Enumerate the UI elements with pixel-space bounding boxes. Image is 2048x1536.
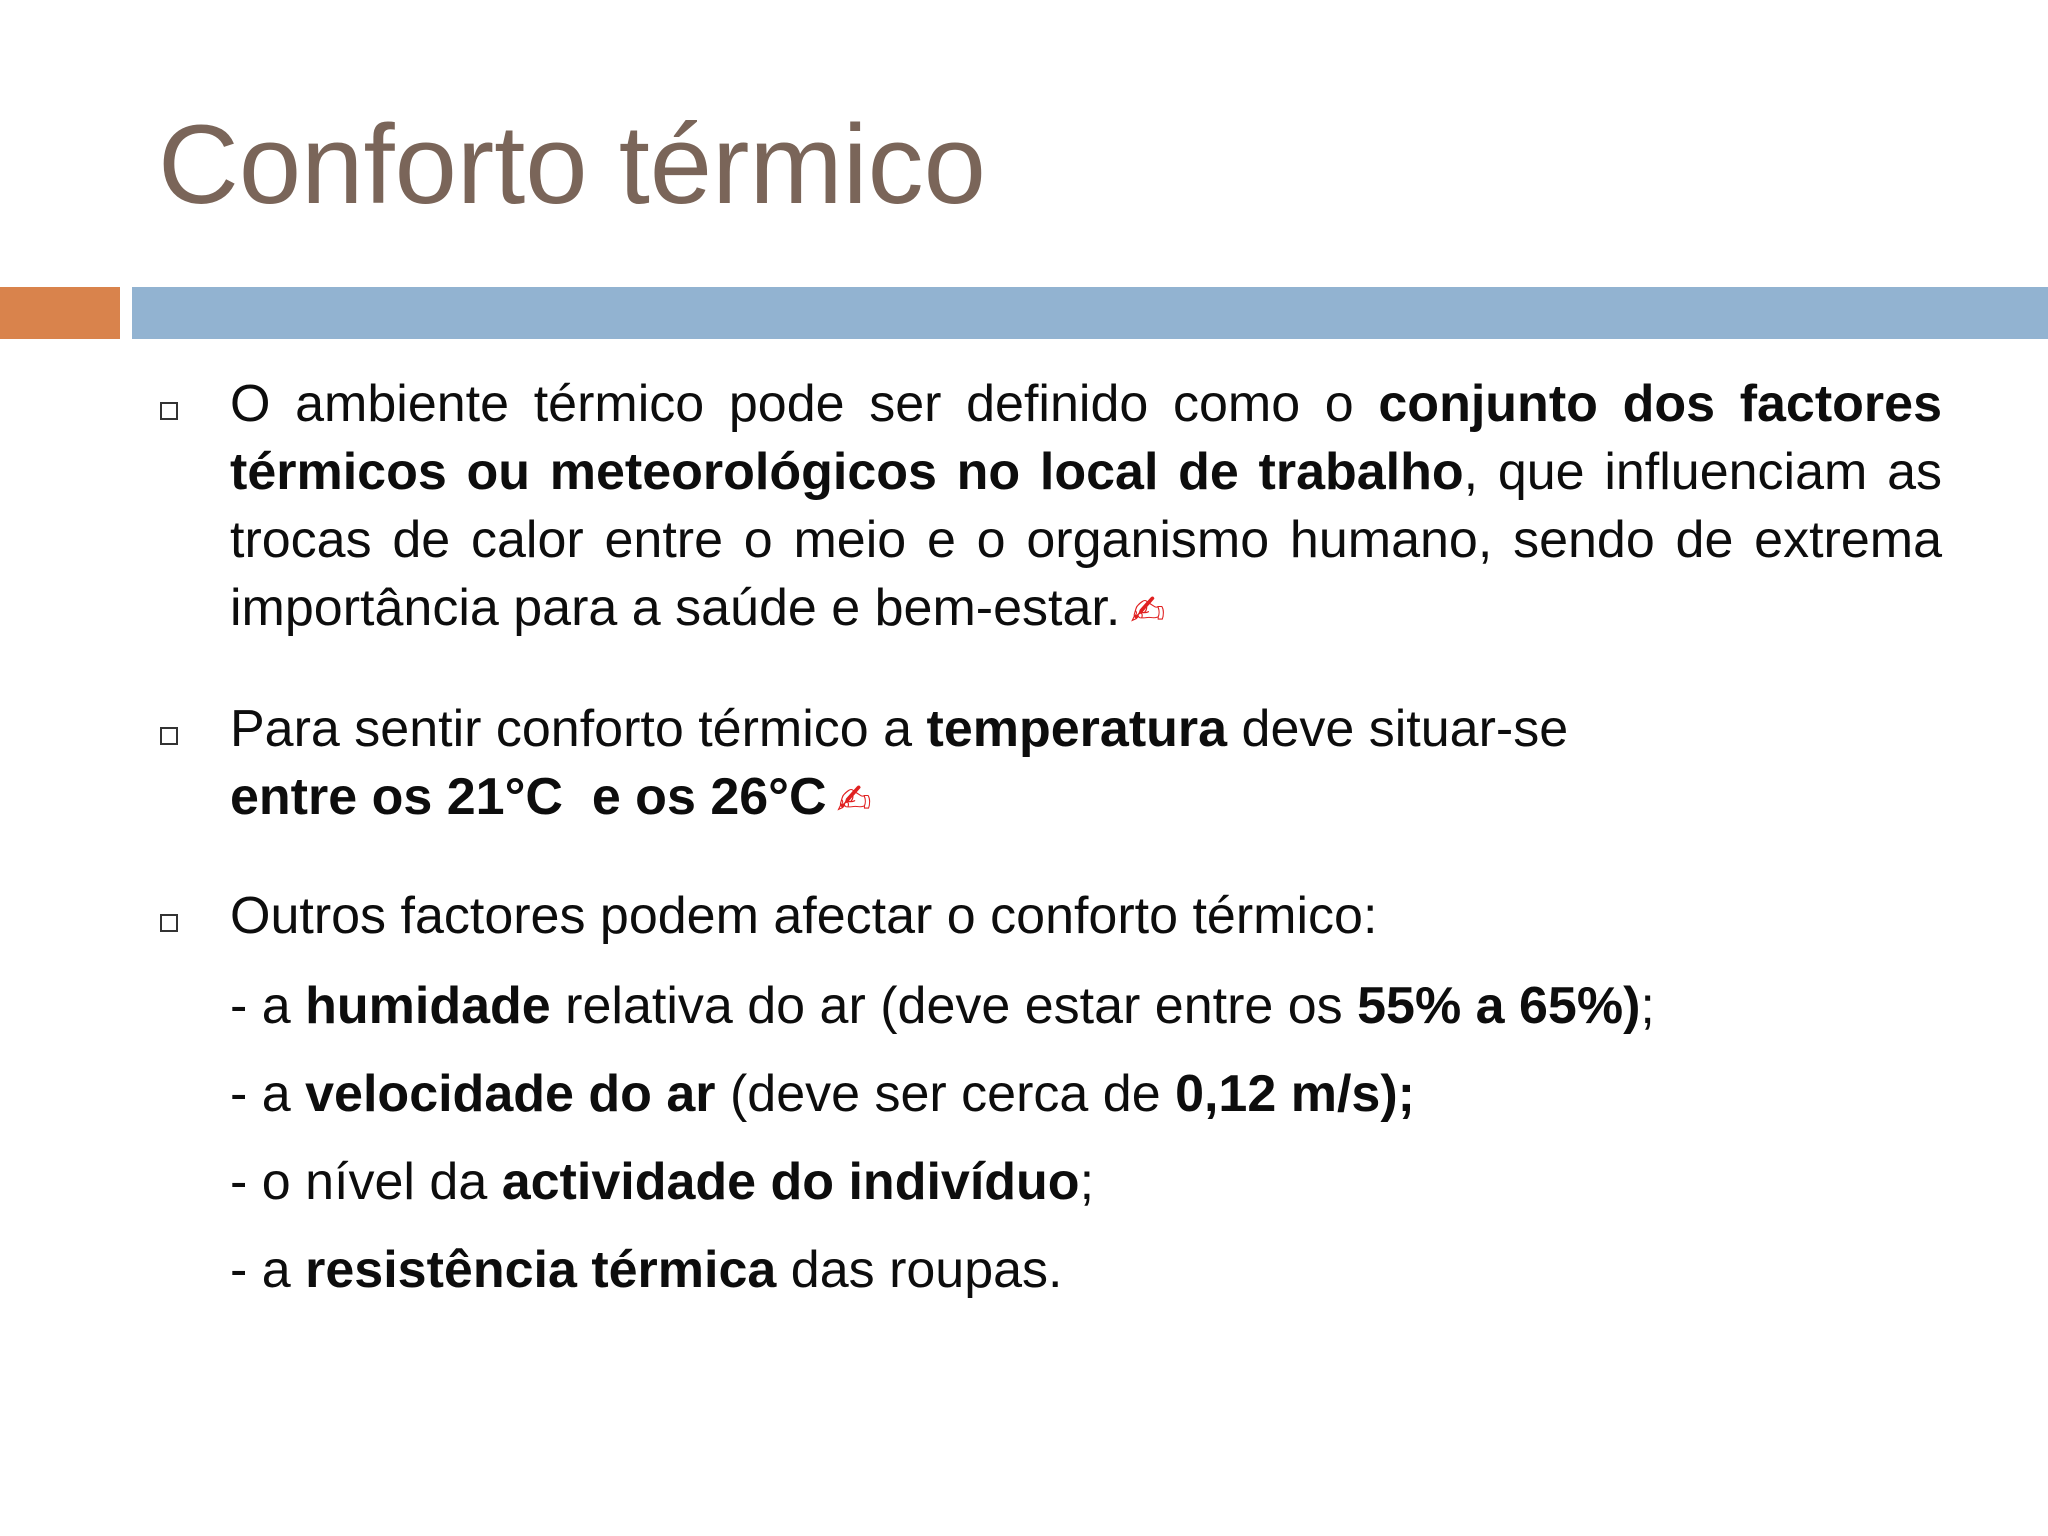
sub-item-prefix: - o nível da [230,1153,502,1211]
slide-title: Conforto térmico [158,102,986,227]
bullet1-text-1: O ambiente térmico pode ser definido como o [230,375,1379,433]
sub-item-prefix: - a [230,1241,306,1299]
sub-item-air-velocity [230,1060,1942,1128]
title-divider-bar [132,287,2048,339]
bullet-square-icon [160,727,178,745]
bullet1-bold-1: conjunto dos factores térmicos ou meteorológicos no local de trabalho [230,375,1943,501]
bullet-paragraph-3: Outros factores podem afectar o conforto térmico: [230,887,1378,945]
bullet-paragraph-2 [230,695,1942,831]
sub-item-prefix: - a [230,1065,306,1123]
bullet-paragraph-1 [230,370,1942,642]
title-accent-bar [0,287,120,339]
bullet-square-icon [160,914,178,932]
writing-hand-icon: ✍ [836,775,872,825]
bullet2-text-2: deve situar-se [1227,700,1569,758]
sub-item-text: relativa do ar (deve estar entre os [550,977,1358,1035]
sub-item-bold: resistência térmica [305,1241,777,1299]
bullet2-bold-2: entre os 21°C e os 26°C [230,768,827,826]
sub-item-text: ; [1079,1153,1095,1211]
bullet2-bold-1: temperatura [926,700,1228,758]
sub-item-bold-value: 0,12 m/s); [1175,1065,1415,1123]
sub-item-bold-value: 55% a 65%) [1357,977,1641,1035]
sub-item-clothing [230,1236,1942,1304]
sub-item-activity [230,1148,1942,1216]
sub-item-bold: actividade do indivíduo [501,1153,1080,1211]
sub-item-humidity [230,972,1942,1040]
sub-item-bold: humidade [305,977,551,1035]
sub-item-text: das roupas. [776,1241,1063,1299]
sub-item-suffix: ; [1640,977,1655,1035]
bullet2-text-1: Para sentir conforto térmico a [230,700,927,758]
writing-hand-icon: ✍ [1130,586,1166,636]
sub-item-bold: velocidade do ar [305,1065,716,1123]
sub-item-prefix: - a [230,977,306,1035]
bullet-square-icon [160,402,178,420]
bullet1-text-2: , que influenciam as trocas de calor entre o meio e o organismo humano, sendo de extrema importância para a saúde e bem-estar. [230,443,1942,637]
sub-item-text: (deve ser cerca de [715,1065,1176,1123]
